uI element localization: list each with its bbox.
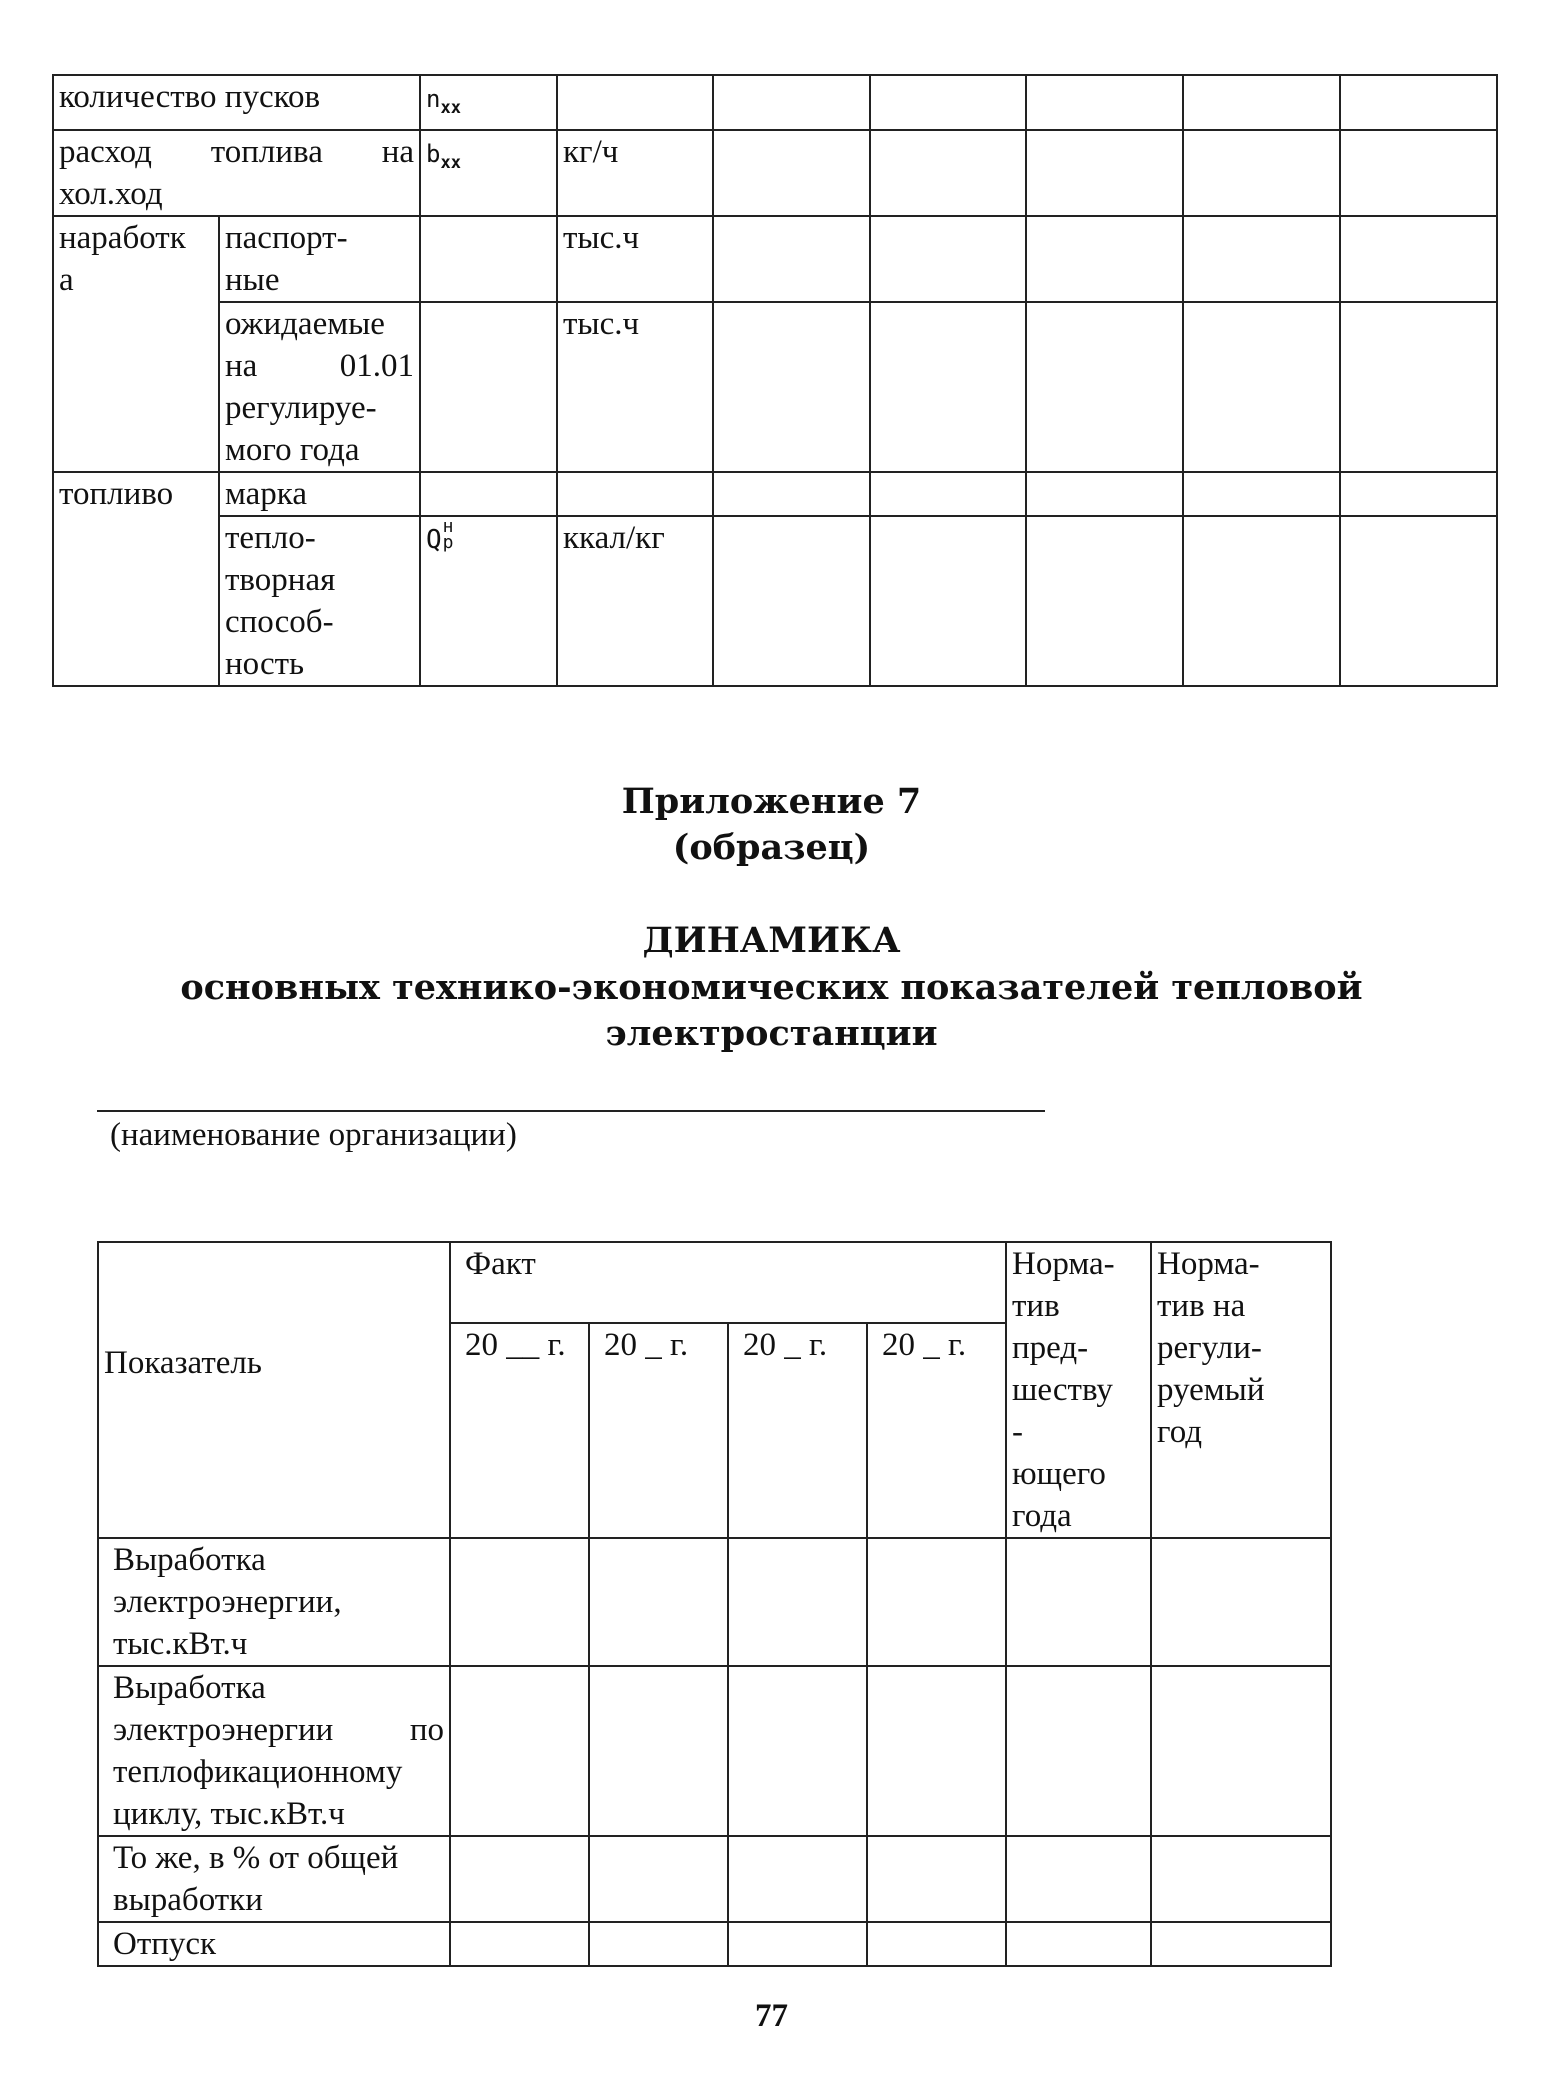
indicator-cell: Выработка электроэнергии по теплофикационному циклу, тыс.кВт.ч xyxy=(98,1666,450,1836)
document-subtitle-line2: электростанции xyxy=(605,1013,938,1054)
page-number: 77 xyxy=(755,1998,788,2034)
indicator-cell: Выработка электроэнергии, тыс.кВт.ч xyxy=(98,1538,450,1666)
symbol-cell: $b_{xx}$ xyxy=(420,130,557,216)
year-header: 20 __ г. xyxy=(450,1323,589,1538)
label-cell: тепло- творная способ- ность xyxy=(219,516,420,686)
header-row xyxy=(98,1242,1331,1323)
group-cell: наработк а xyxy=(53,216,219,472)
unit-cell: ккал/кг xyxy=(557,516,713,686)
unit-cell: кг/ч xyxy=(557,130,713,216)
table-row xyxy=(53,130,1497,216)
symbol-cell: $n_{xx}$ xyxy=(420,75,557,130)
dynamics-table xyxy=(97,1241,1332,1967)
table-row xyxy=(98,1538,1331,1666)
year-header: 20 _ г. xyxy=(867,1323,1006,1538)
norm-prev-header: Норма- тив пред- шеству - ющего года xyxy=(1006,1242,1151,1538)
symbol-cell: Q н р xyxy=(420,516,557,686)
table-row xyxy=(53,516,1497,686)
label-cell: количество пусков xyxy=(53,75,420,130)
table-row xyxy=(53,216,1497,302)
label-cell: ожидаемые на 01.01 регулируе- мого года xyxy=(219,302,420,472)
indicator-cell: То же, в % от общей выработки xyxy=(98,1836,450,1922)
year-header: 20 _ г. xyxy=(589,1323,728,1538)
equipment-parameters-table xyxy=(52,74,1498,687)
table-row xyxy=(98,1922,1331,1966)
label-cell: расход топлива на хол.ход xyxy=(53,130,420,216)
document-title: ДИНАМИКА xyxy=(642,920,901,961)
unit-cell xyxy=(557,75,713,130)
appendix-title: Приложение 7 xyxy=(621,781,922,822)
document-subtitle-line1: основных технико-экономических показателей тепловой xyxy=(180,967,1363,1008)
fact-header: Факт xyxy=(450,1242,1006,1323)
norm-reg-header: Норма- тив на регули- руемый год xyxy=(1151,1242,1331,1538)
unit-cell: тыс.ч xyxy=(557,216,713,302)
table-row xyxy=(53,302,1497,472)
organization-caption: (наименование организации) xyxy=(110,1117,517,1153)
group-cell: топливо xyxy=(53,472,219,686)
table-row xyxy=(53,75,1497,130)
label-cell: паспорт- ные xyxy=(219,216,420,302)
year-header: 20 _ г. xyxy=(728,1323,867,1538)
table-row xyxy=(98,1666,1331,1836)
table-row xyxy=(98,1836,1331,1922)
appendix-subtitle: (образец) xyxy=(672,827,871,868)
unit-cell: тыс.ч xyxy=(557,302,713,472)
indicator-header: Показатель xyxy=(98,1242,450,1538)
indicator-cell: Отпуск xyxy=(98,1922,450,1966)
table-row xyxy=(53,472,1497,516)
organization-name-line xyxy=(97,1110,1045,1112)
label-cell: марка xyxy=(219,472,420,516)
